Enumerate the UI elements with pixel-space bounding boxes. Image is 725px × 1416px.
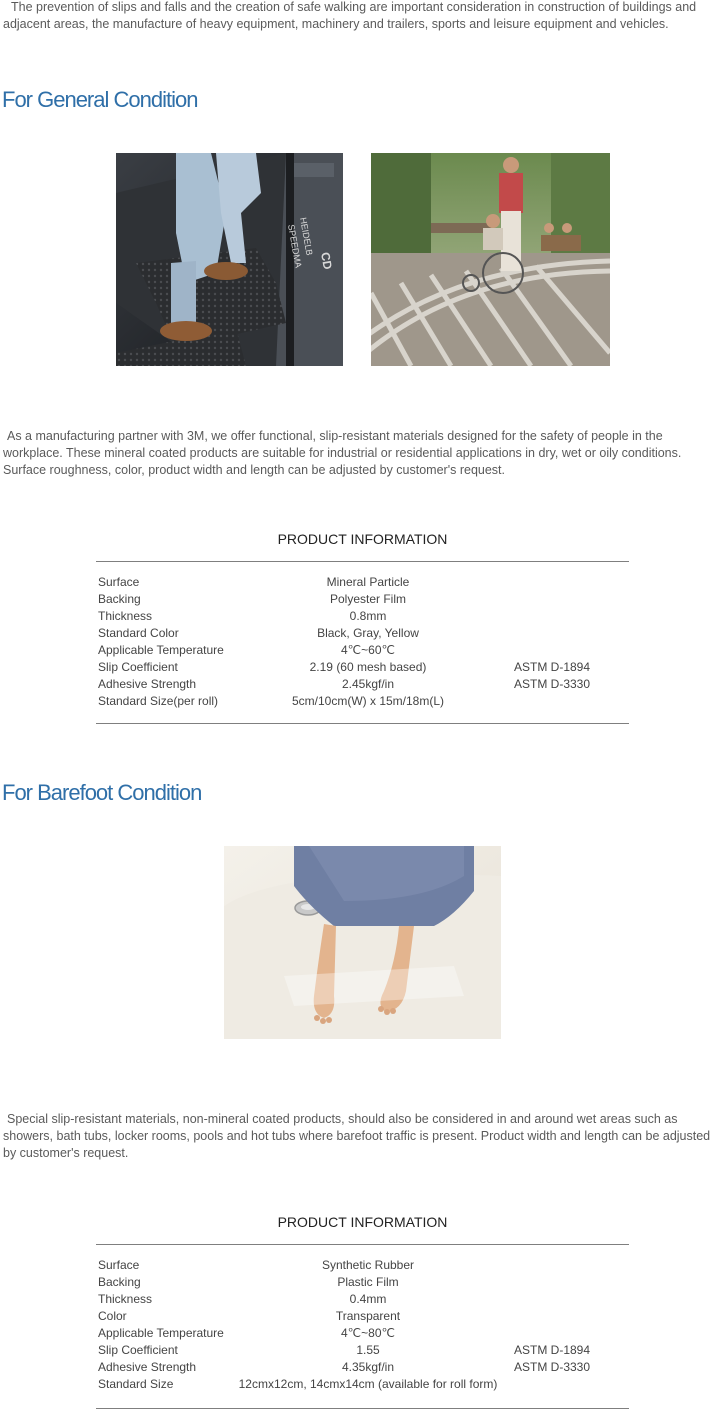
- spec-row: [98, 1325, 629, 1342]
- barefoot-table-bottom-rule: [96, 1408, 629, 1409]
- spec-row: [98, 1359, 629, 1376]
- spec-label: Adhesive Strength: [98, 677, 197, 691]
- spec-value: Transparent: [335, 1309, 401, 1323]
- spec-row: [98, 1274, 629, 1291]
- barefoot-section-title: For Barefoot Condition: [2, 780, 202, 805]
- spec-row: [98, 642, 629, 659]
- spec-row: [98, 1376, 629, 1393]
- spec-value: 12cmx12cm, 14cmx14cm (available for roll form): [238, 1377, 498, 1391]
- spec-value: Mineral Particle: [326, 575, 410, 589]
- spec-row: [98, 1308, 629, 1325]
- spec-row: [98, 676, 629, 693]
- spec-label: Standard Size(per roll): [98, 694, 219, 708]
- spec-value: 1.55: [356, 1343, 380, 1357]
- spec-value: Black, Gray, Yellow: [317, 626, 419, 640]
- spec-row: [98, 1291, 629, 1308]
- spec-standard: ASTM D-3330: [514, 677, 591, 691]
- spec-label: Standard Size: [98, 1377, 174, 1391]
- spec-value: 0.8mm: [349, 609, 387, 623]
- spec-row: [98, 1342, 629, 1359]
- barefoot-description: Special slip-resistant materials, non-mineral coated products, should also be considered in and around wet areas such as showers, bath tubs, locker rooms, pools and hot tubs where barefoot traffic is present. Product width and length can be adjusted by customer's request.: [3, 1112, 711, 1160]
- spec-value: 0.4mm: [349, 1292, 387, 1306]
- spec-label: Slip Coefficient: [98, 1343, 178, 1357]
- general-section-title: For General Condition: [2, 87, 198, 112]
- spec-value: Polyester Film: [329, 592, 406, 606]
- spec-row: [98, 659, 629, 676]
- machinery-steps-photo: [116, 153, 343, 366]
- spec-value: Plastic Film: [337, 1275, 399, 1289]
- general-table-bottom-rule: [96, 723, 629, 724]
- spec-value: 4.35kgf/in: [341, 1360, 395, 1374]
- spec-label: Adhesive Strength: [98, 1360, 197, 1374]
- spec-label: Surface: [98, 575, 140, 589]
- spec-row: [98, 608, 629, 625]
- spec-standard: ASTM D-1894: [514, 1343, 591, 1357]
- spec-label: Backing: [98, 1275, 141, 1289]
- general-table-top-rule: [96, 561, 629, 562]
- spec-label: Color: [98, 1309, 127, 1323]
- spec-standard: ASTM D-3330: [514, 1360, 591, 1374]
- spec-label: Applicable Temperature: [98, 643, 224, 657]
- spec-label: Standard Color: [98, 626, 179, 640]
- spec-value: 5cm/10cm(W) x 15m/18m(L): [291, 694, 445, 708]
- spec-row: [98, 625, 629, 642]
- spec-standard: ASTM D-1894: [514, 660, 591, 674]
- photo-text-line2: SPEEDMA: [286, 223, 304, 269]
- spec-value: 2.19 (60 mesh based): [309, 660, 427, 674]
- spec-label: Applicable Temperature: [98, 1326, 224, 1340]
- spec-value: 2.45kgf/in: [341, 677, 395, 691]
- photo-text-line3: CD: [318, 251, 335, 271]
- wheelchair-walkway-photo: [371, 153, 610, 366]
- barefoot-table-top-rule: [96, 1244, 629, 1245]
- spec-row: [98, 1257, 629, 1274]
- spec-label: Backing: [98, 592, 141, 606]
- spec-value: 4℃~60℃: [341, 643, 395, 657]
- spec-label: Thickness: [98, 1292, 153, 1306]
- barefoot-product-info-title: PRODUCT INFORMATION: [277, 1214, 448, 1230]
- general-description: As a manufacturing partner with 3M, we offer functional, slip-resistant materials designed for the safety of people in the workplace. These mineral coated products are suitable for industrial or residential applications in dry, wet or oily conditions. Surface roughness, color, product width and length can be adjusted by customer's request.: [3, 429, 682, 477]
- intro-paragraph: The prevention of slips and falls and the creation of safe walking are important consideration in construction of buildings and adjacent areas, the manufacture of heavy equipment, machinery and trailers, sports and leisure equipment and vehicles.: [3, 0, 697, 31]
- spec-value: Synthetic Rubber: [321, 1258, 415, 1272]
- spec-label: Thickness: [98, 609, 153, 623]
- general-product-info-title: PRODUCT INFORMATION: [277, 531, 448, 547]
- spec-row: [98, 591, 629, 608]
- spec-label: Surface: [98, 1258, 140, 1272]
- bathtub-feet-photo: [224, 846, 501, 1039]
- spec-row: [98, 574, 629, 591]
- spec-label: Slip Coefficient: [98, 660, 178, 674]
- spec-row: [98, 693, 629, 710]
- photo-text-line1: HEIDELB: [298, 216, 315, 257]
- spec-value: 4℃~80℃: [341, 1326, 395, 1340]
